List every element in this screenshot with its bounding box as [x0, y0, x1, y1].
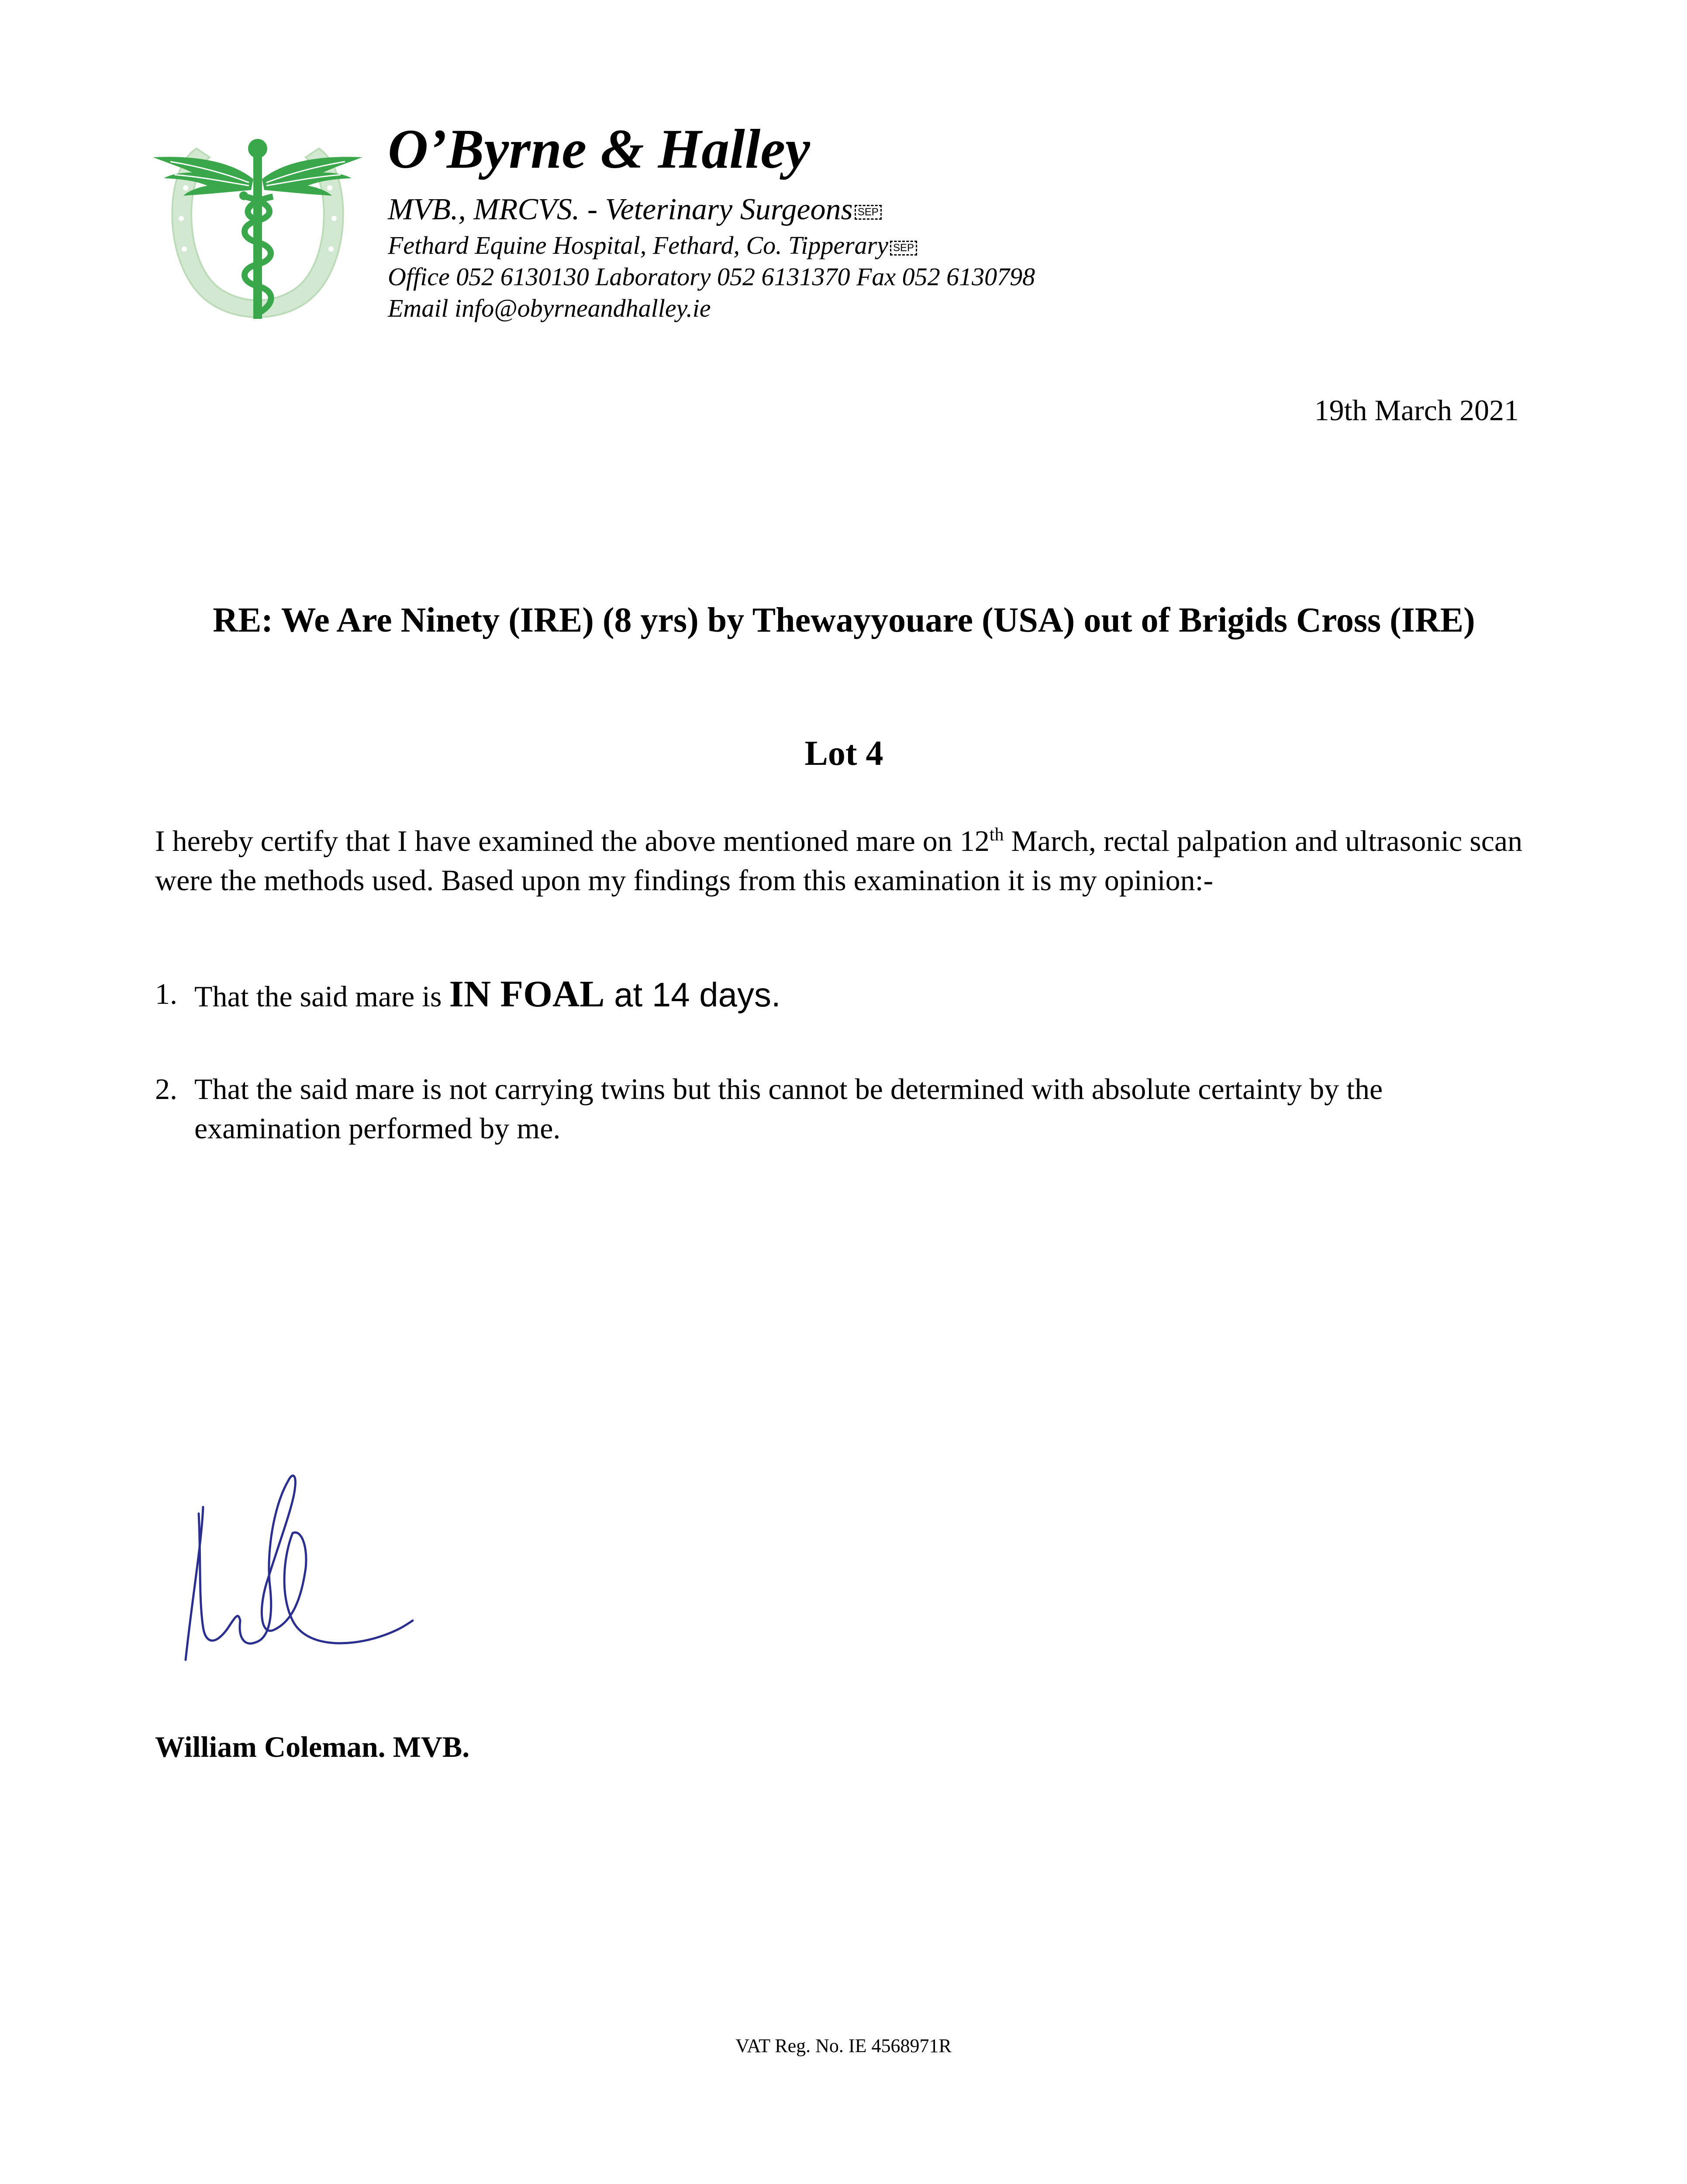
sep-glyph: SEP	[890, 241, 917, 256]
vat-registration: VAT Reg. No. IE 4568971R	[735, 2035, 952, 2056]
certification-paragraph: I hereby certify that I have examined the above mentioned mare on 12th March, rectal palpation and ultrasonic scan were the methods used. Based upon my findings from this examination it is my opinion:-	[155, 824, 1523, 897]
sep-glyph: SEP	[855, 205, 882, 220]
firm-qualifications: MVB., MRCVS. - Veterinary Surgeons SEP	[388, 192, 882, 227]
firm-email: Email info@obyrneandhalley.ie	[388, 294, 711, 322]
lot-number: Lot 4	[804, 734, 883, 773]
firm-hospital-address: Fethard Equine Hospital, Fethard, Co. Tipperary SEP	[388, 231, 917, 260]
list-item-number: 1.	[155, 977, 177, 1010]
signature-image	[162, 1455, 432, 1682]
firm-name: O’Byrne & Halley	[388, 118, 810, 180]
ordinal-suffix: th	[989, 825, 1004, 845]
firm-contact-numbers: Office 052 6130130 Laboratory 052 6131370 Fax 052 6130798	[388, 263, 1035, 291]
list-item-number: 2.	[155, 1072, 177, 1106]
signatory-name: William Coleman. MVB.	[155, 1730, 470, 1763]
in-foal-emphasis: IN FOAL	[449, 973, 605, 1015]
list-item: 2. That the said mare is not carrying twins but this cannot be determined with absolute certainty by the examination performed by me.	[155, 1069, 1531, 1148]
letter-date: 19th March 2021	[1314, 394, 1519, 427]
list-item: 1. That the said mare is IN FOAL at 14 days.	[155, 973, 781, 1015]
subject-line: RE: We Are Ninety (IRE) (8 yrs) by Thewayyouare (USA) out of Brigids Cross (IRE)	[213, 601, 1475, 639]
caduceus-logo-icon	[144, 131, 371, 323]
